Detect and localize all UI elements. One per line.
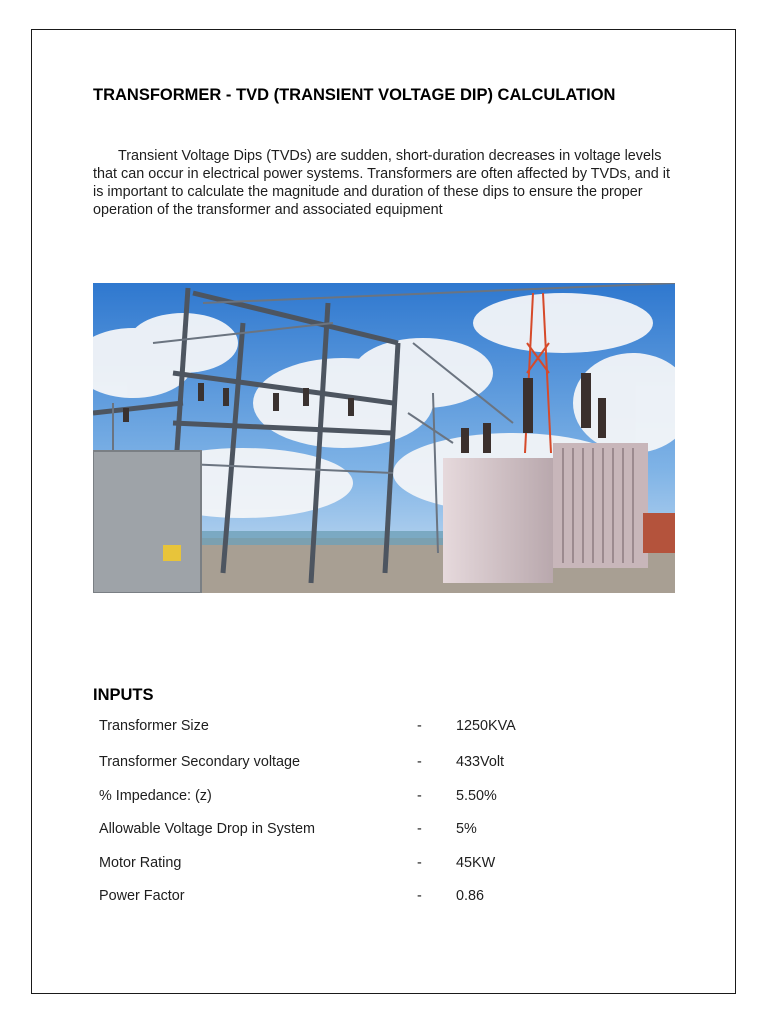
- input-row-transformer-size: [99, 718, 619, 738]
- input-separator: -: [417, 855, 422, 871]
- input-row-secondary-voltage: [99, 754, 619, 774]
- input-value: 45KW: [456, 855, 496, 871]
- input-label: % Impedance: (z): [99, 788, 212, 804]
- input-row-motor-rating: [99, 855, 619, 875]
- input-value: 5%: [456, 821, 477, 837]
- input-value: 0.86: [456, 888, 485, 904]
- inputs-heading: INPUTS: [93, 686, 154, 704]
- input-label: Allowable Voltage Drop in System: [99, 821, 315, 837]
- input-separator: -: [417, 718, 422, 734]
- input-value: 1250KVA: [456, 718, 516, 734]
- input-label: Transformer Secondary voltage: [99, 754, 301, 770]
- page-title: TRANSFORMER - TVD (TRANSIENT VOLTAGE DIP) CALCULATION: [93, 86, 616, 104]
- input-value: 5.50%: [456, 788, 497, 804]
- input-label: Transformer Size: [99, 718, 209, 734]
- input-separator: -: [417, 888, 422, 904]
- input-row-impedance: [99, 788, 619, 808]
- input-separator: -: [417, 788, 422, 804]
- input-row-allowable-voltage-drop: [99, 821, 619, 841]
- input-label: Motor Rating: [99, 855, 182, 871]
- input-label: Power Factor: [99, 888, 185, 904]
- input-separator: -: [417, 821, 422, 837]
- input-row-power-factor: [99, 888, 619, 908]
- input-value: 433Volt: [456, 754, 505, 770]
- intro-paragraph: Transient Voltage Dips (TVDs) are sudden, short-duration decreases in voltage levels that can occur in electrical power systems. Transformers are often affected by TVDs, and it is important to calculate the magnitude and duration of these dips to ensure the proper operation of the transformer and associated equipment: [93, 148, 670, 218]
- substation-photo: [93, 283, 675, 593]
- input-separator: -: [417, 754, 422, 770]
